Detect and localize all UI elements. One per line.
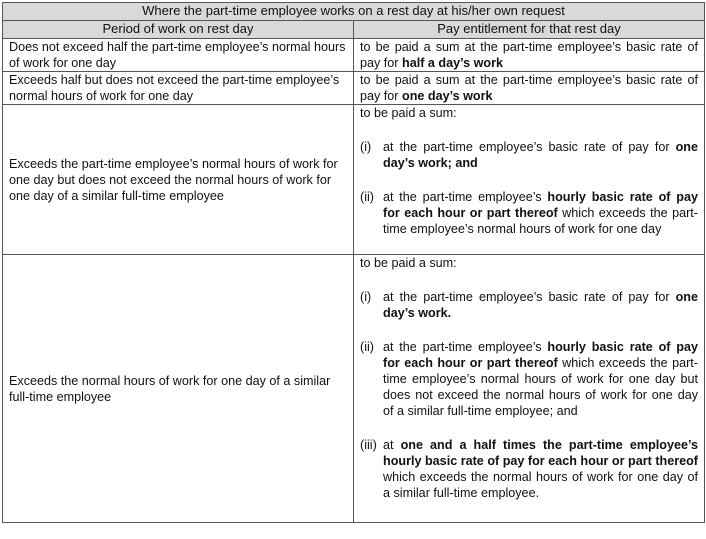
pay-cell xyxy=(354,72,705,105)
pay-text-bold: half a day’s work xyxy=(402,56,504,70)
table-row xyxy=(3,105,705,255)
item-text-bold: one and a half times the part-time employee’s hourly basic rate of pay for each hour or part thereof xyxy=(383,438,698,468)
item-text: at the part-time employee’s basic rate of pay for xyxy=(383,290,676,304)
item-text: which exceeds the normal hours of work for one day of a similar full-time employee. xyxy=(383,470,698,500)
pay-item xyxy=(360,339,698,419)
item-text-bold: hourly basic rate of pay for each hour or part thereof xyxy=(383,190,699,220)
pay-cell xyxy=(354,255,705,523)
item-text: which exceeds the part-time employee’s normal hours of work for one day but does not exceed the normal hours of work for one day of a similar full-time employee; and xyxy=(383,356,698,418)
table-row xyxy=(3,255,705,523)
item-number: (iii) xyxy=(360,438,377,452)
item-text: at the part-time employee’s xyxy=(383,340,548,354)
pay-text: to be paid a sum at the part-time employee’s basic rate of pay for xyxy=(360,73,698,103)
item-text: which exceeds the part-time employee’s normal hours of work for one day xyxy=(383,206,698,236)
table-row xyxy=(3,39,705,72)
item-number: (ii) xyxy=(360,190,374,204)
pay-item-list xyxy=(360,289,698,501)
table-title: Where the part-time employee works on a rest day at his/her own request xyxy=(3,3,705,21)
pay-cell xyxy=(354,39,705,72)
pay-text: to be paid a sum at the part-time employee’s basic rate of pay for xyxy=(360,40,698,70)
pay-item-list xyxy=(360,139,698,237)
pay-item xyxy=(360,189,698,237)
pay-item xyxy=(360,437,698,501)
column-header-pay: Pay entitlement for that rest day xyxy=(354,21,705,39)
pay-intro: to be paid a sum: xyxy=(360,256,457,270)
pay-text-bold: one day’s work xyxy=(402,89,493,103)
pay-cell xyxy=(354,105,705,255)
column-header-period: Period of work on rest day xyxy=(3,21,354,39)
item-text: at the part-time employee’s xyxy=(383,190,548,204)
table-header-row xyxy=(3,21,705,39)
item-text-bold: one day’s work; and xyxy=(383,140,698,170)
rest-day-pay-table xyxy=(2,2,705,523)
table-title-row xyxy=(3,3,705,21)
period-cell: Exceeds the normal hours of work for one day of a similar full-time employee xyxy=(3,255,354,523)
item-text-bold: one day’s work. xyxy=(383,290,698,320)
pay-intro: to be paid a sum: xyxy=(360,106,457,120)
pay-item xyxy=(360,139,698,171)
item-number: (i) xyxy=(360,140,372,154)
item-number: (ii) xyxy=(360,340,374,354)
item-text: at xyxy=(383,438,401,452)
period-cell: Exceeds the part-time employee’s normal hours of work for one day but does not exceed the normal hours of work for one day of a similar full-time employee xyxy=(3,105,354,255)
period-cell: Exceeds half but does not exceed the part-time employee’s normal hours of work for one day xyxy=(3,72,354,105)
item-number: (i) xyxy=(360,290,372,304)
pay-item xyxy=(360,289,698,321)
item-text: at the part-time employee’s basic rate of pay for xyxy=(383,140,676,154)
item-text-bold: hourly basic rate of pay for each hour or part thereof xyxy=(383,340,699,370)
table-row xyxy=(3,72,705,105)
period-cell: Does not exceed half the part-time employee’s normal hours of work for one day xyxy=(3,39,354,72)
